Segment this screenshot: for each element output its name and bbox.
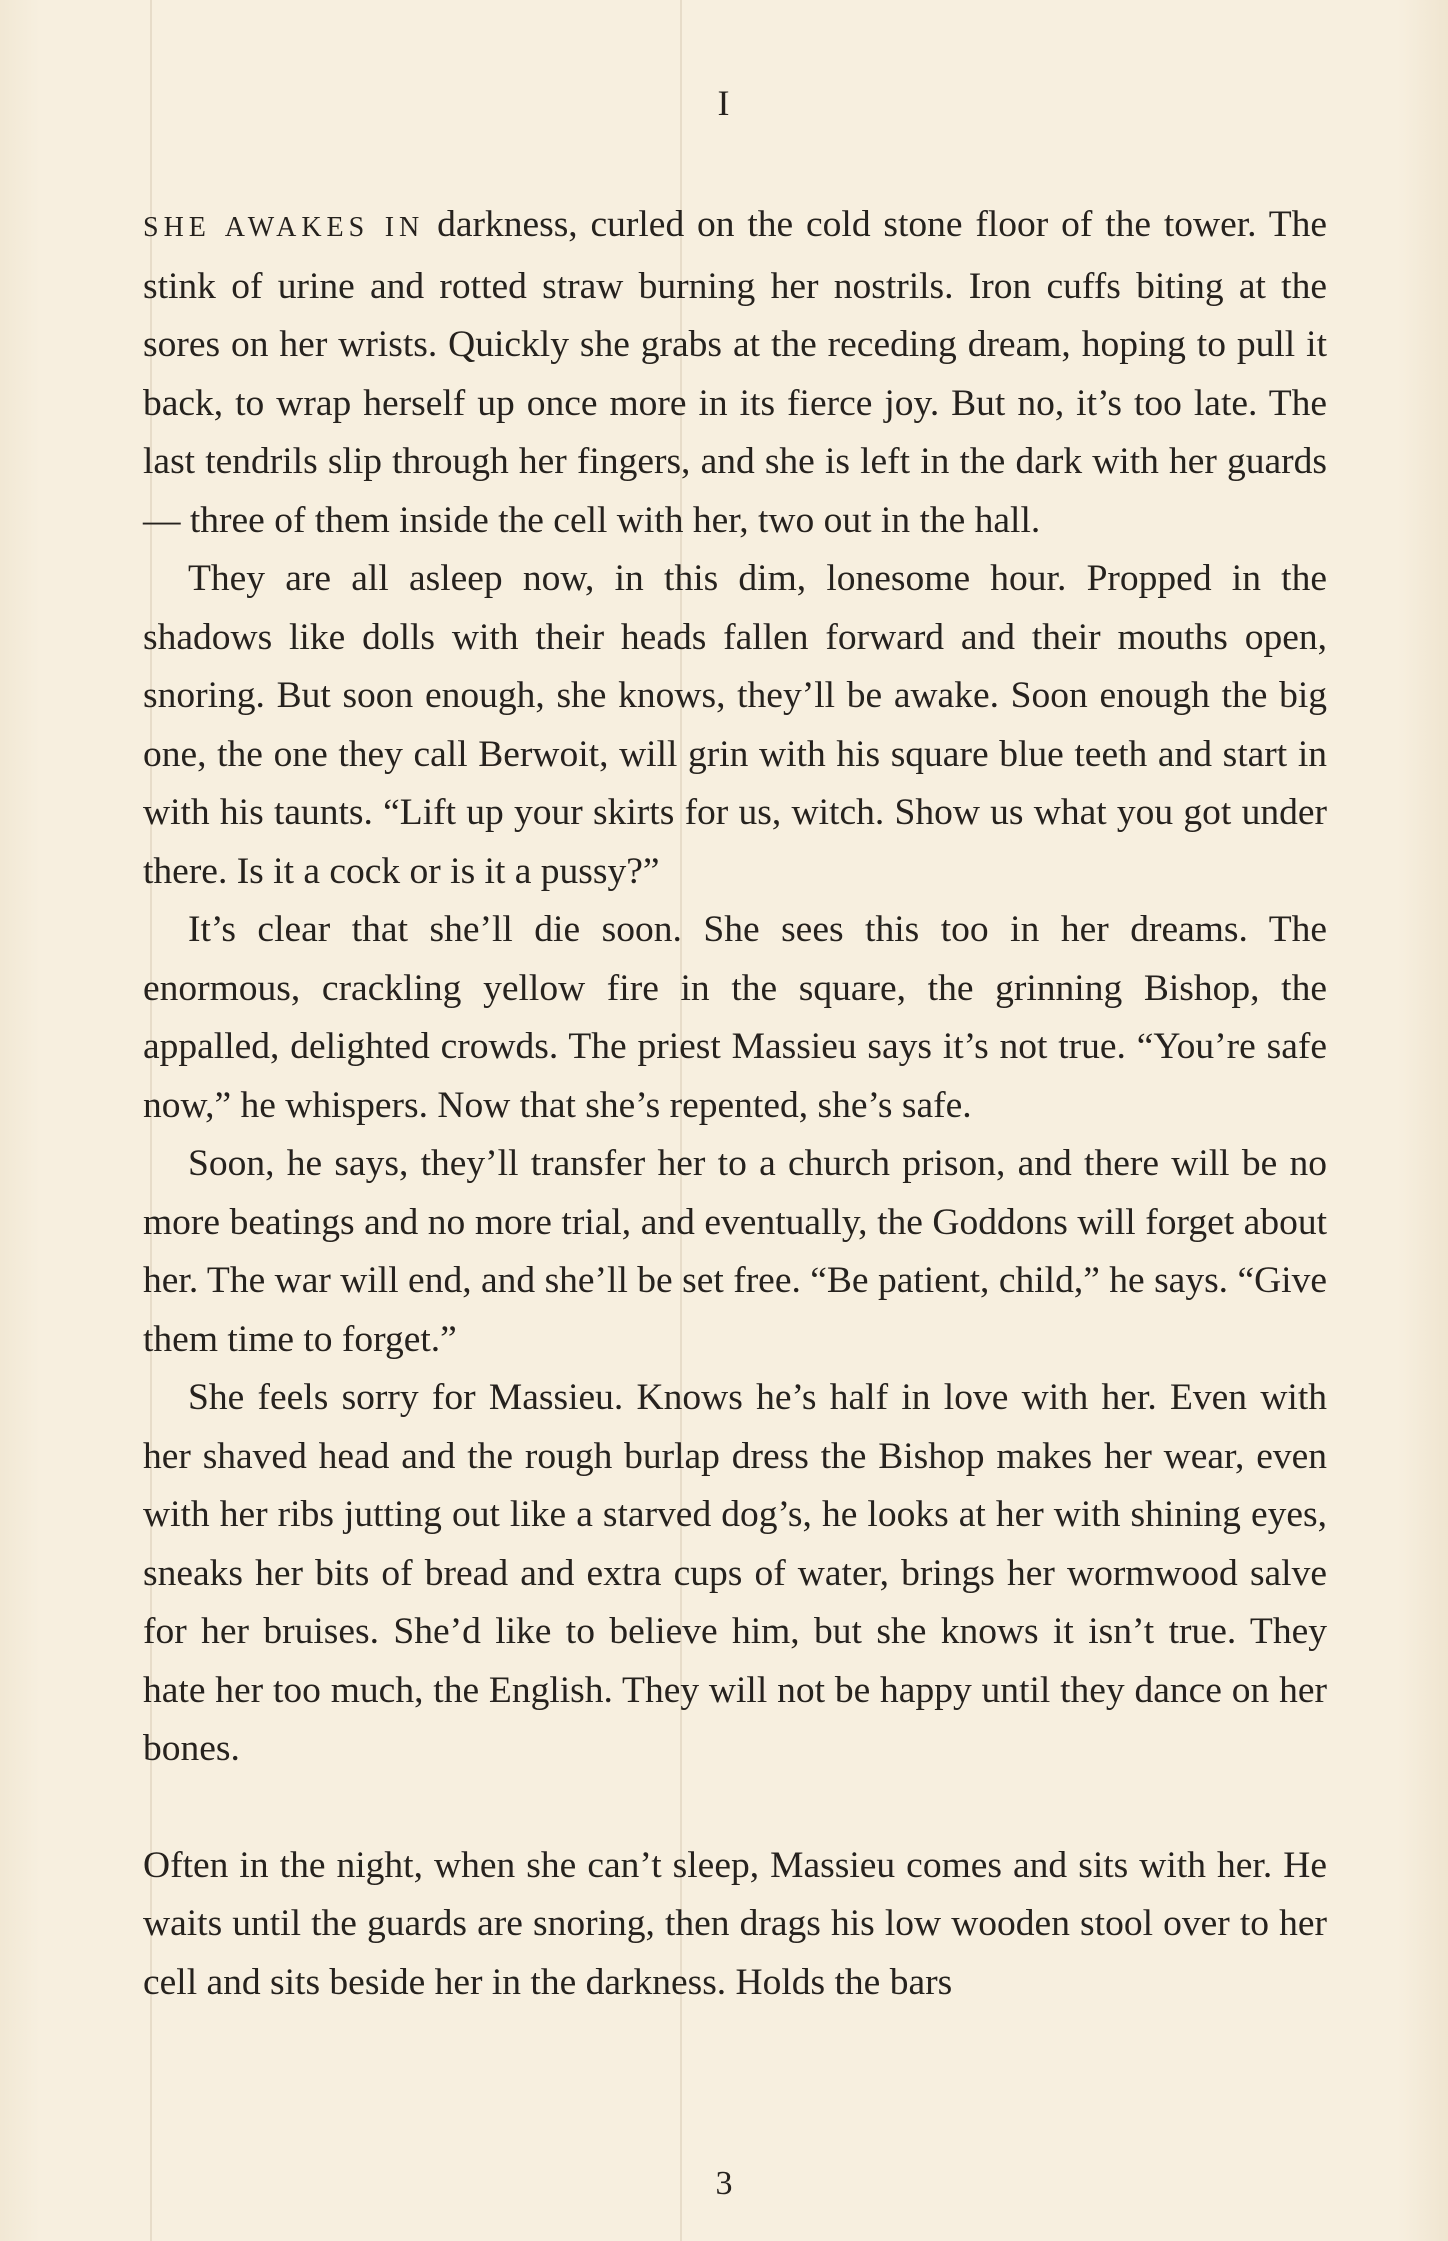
paragraph: Soon, he says, they’ll transfer her to a church prison, and there will be no more beatings and no more trial, and eventually, the Goddons will forget about her. The war will end, and she’ll be set free. “Be patient, child,” he says. “Give them time to forget.” xyxy=(143,1143,1327,1360)
body-text xyxy=(143,196,1327,2012)
paragraph: Often in the night, when she can’t sleep, Massieu comes and sits with her. He waits until the guards are snoring, then drags his low wooden stool over to her cell and sits beside her in the darkness. Holds the bars xyxy=(143,1844,1327,2003)
paragraph: She feels sorry for Massieu. Knows he’s half in love with her. Even with her shaved head and the rough burlap dress the Bishop makes her wear, even with her ribs jutting out like a starved dog’s, he looks at her with shining eyes, sneaks her bits of bread and extra cups of water, brings her wormwood salve for her bruises. She’d like to believe him, but she knows it isn’t true. They hate her too much, the English. They will not be happy until they dance on her bones. xyxy=(143,1377,1327,1769)
page-number: 3 xyxy=(715,2165,733,2202)
paragraph-text: darkness, curled on the cold stone floor of the tower. The stink of urine and rotted straw burning her nostrils. Iron cuffs biting at the sores on her wrists. Quickly she grabs at the receding dream, hoping to pull it back, to wrap herself up once more in its fierce joy. But no, it’s too late. The last tendrils slip through her fingers, and she is left in the dark with her guards — three of them inside the cell with her, two out in the hall. xyxy=(143,204,1327,541)
paragraph: They are all asleep now, in this dim, lonesome hour. Propped in the shadows like dolls with their heads fallen forward and their mouths open, snoring. But soon enough, she knows, they’ll be awake. Soon enough the big one, the one they call Berwoit, will grin with his square blue teeth and start in with his taunts. “Lift up your skirts for us, witch. Show us what you got under there. Is it a cock or is it a pussy?” xyxy=(143,558,1327,892)
paragraph xyxy=(143,196,1327,550)
opening-smallcaps: SHE AWAKES IN xyxy=(143,212,425,243)
paragraph: It’s clear that she’ll die soon. She sees this too in her dreams. The enormous, crackling yellow fire in the square, the grinning Bishop, the appalled, delighted crowds. The priest Massieu says it’s not true. “You’re safe now,” he whispers. Now that she’s repented, she’s safe. xyxy=(143,909,1327,1126)
chapter-number: I xyxy=(717,83,731,123)
